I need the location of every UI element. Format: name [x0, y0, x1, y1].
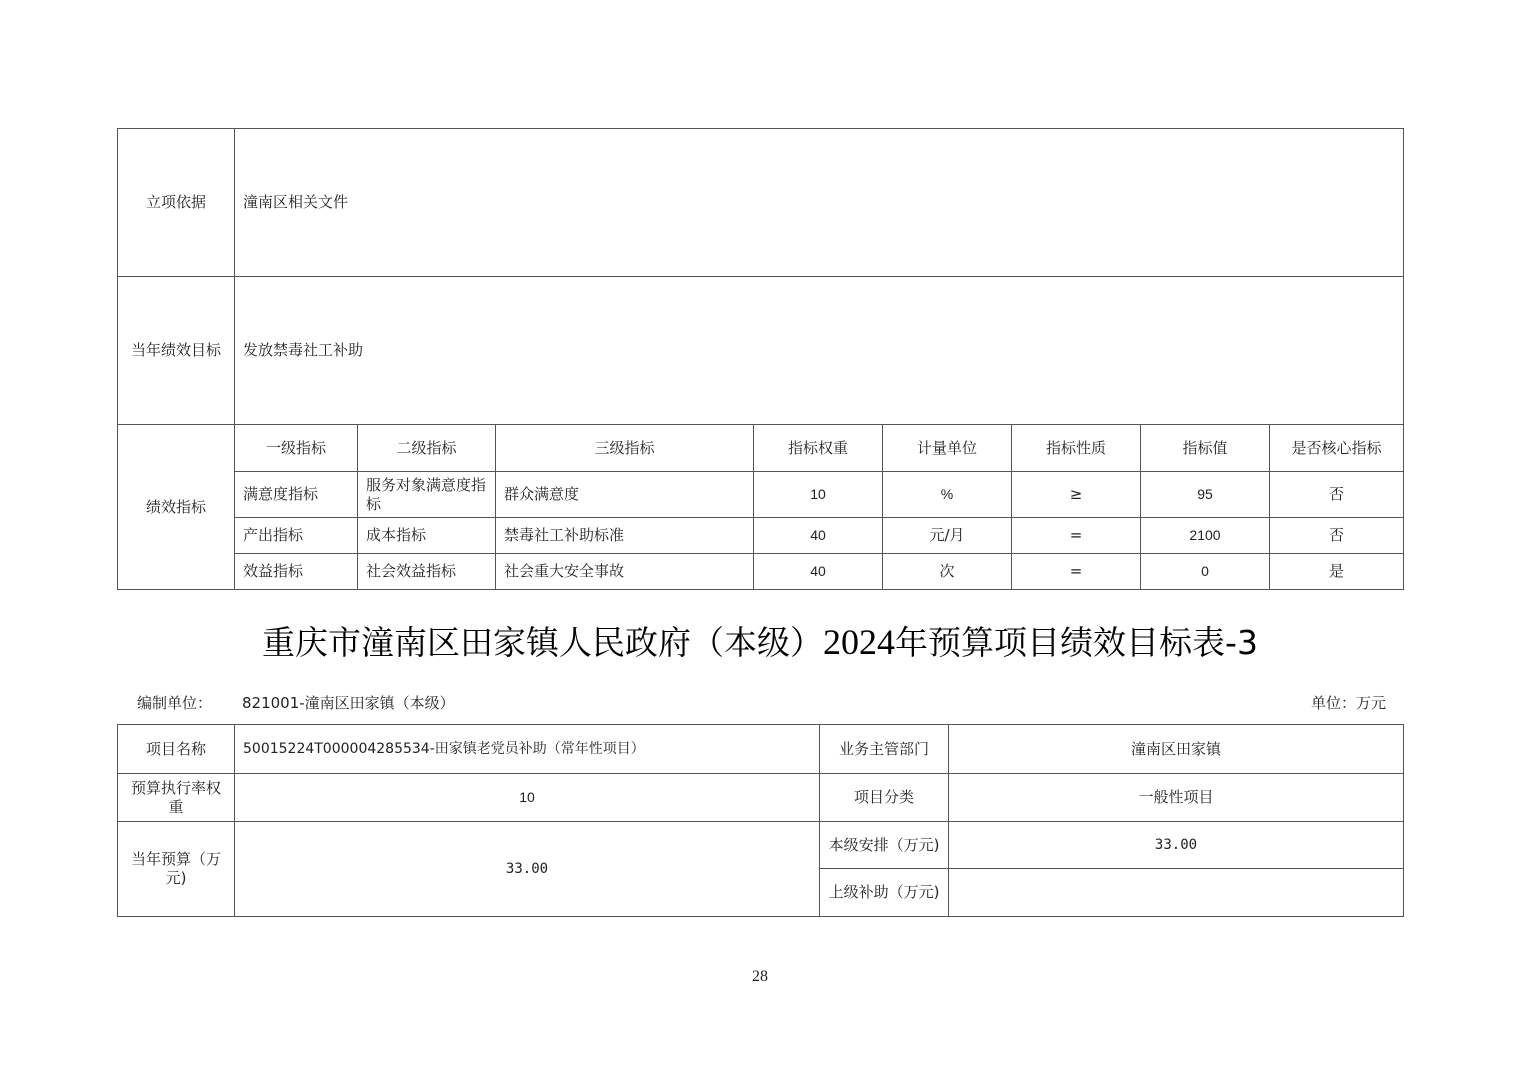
level3-cell: 禁毒社工补助标准: [496, 518, 754, 554]
indicator-row: [118, 554, 1404, 590]
level1-cell: 效益指标: [235, 554, 358, 590]
indicator-row: [118, 472, 1404, 518]
dept-value: 潼南区田家镇: [949, 725, 1404, 774]
nature-cell: ≥: [1012, 472, 1141, 518]
project-name-row: [118, 725, 1404, 774]
budget-row: [118, 822, 1404, 869]
unit-cell: 次: [883, 554, 1012, 590]
goal-row: [118, 277, 1404, 425]
compiling-unit-value: 821001-潼南区田家镇（本级）: [242, 694, 455, 712]
unit-cell: 元/月: [883, 518, 1012, 554]
title-suffix: 年预算项目绩效目标表-3: [895, 623, 1258, 662]
category-value: 一般性项目: [949, 774, 1404, 822]
level3-cell: 群众满意度: [496, 472, 754, 518]
exec-rate-label: 预算执行率权重: [118, 774, 235, 822]
title-year: 2024: [823, 622, 896, 662]
level2-cell: 成本指标: [358, 518, 496, 554]
local-label: 本级安排（万元): [820, 822, 949, 869]
header-cell: 计量单位: [883, 425, 1012, 472]
core-cell: 否: [1270, 518, 1404, 554]
upper-value: [949, 869, 1404, 917]
header-cell: 指标性质: [1012, 425, 1141, 472]
weight-cell: 10: [754, 472, 883, 518]
core-cell: 否: [1270, 472, 1404, 518]
project-info-table: [117, 724, 1404, 917]
goal-label: 当年绩效目标: [118, 277, 235, 425]
page-title: [0, 617, 1520, 664]
value-cell: 0: [1141, 554, 1270, 590]
page-number: 28: [752, 968, 768, 985]
basis-row: [118, 129, 1404, 277]
header-cell: 一级指标: [235, 425, 358, 472]
header-cell: 三级指标: [496, 425, 754, 472]
local-value: 33.00: [949, 822, 1404, 869]
level1-cell: 产出指标: [235, 518, 358, 554]
value-cell: 95: [1141, 472, 1270, 518]
dept-label: 业务主管部门: [820, 725, 949, 774]
budget-value: 33.00: [235, 822, 820, 917]
title-prefix: 重庆市潼南区田家镇人民政府（本级）: [262, 623, 824, 662]
upper-label: 上级补助（万元): [820, 869, 949, 917]
performance-indicator-table: [117, 128, 1404, 590]
indicator-header-row: [118, 425, 1404, 472]
level2-cell: 服务对象满意度指标: [358, 472, 496, 518]
category-label: 项目分类: [820, 774, 949, 822]
nature-cell: =: [1012, 518, 1141, 554]
weight-cell: 40: [754, 518, 883, 554]
level3-cell: 社会重大安全事故: [496, 554, 754, 590]
core-cell: 是: [1270, 554, 1404, 590]
currency-unit: 单位：万元: [1311, 694, 1387, 712]
compiling-unit-label: 编制单位：: [137, 694, 213, 712]
header-cell: 指标值: [1141, 425, 1270, 472]
exec-rate-row: [118, 774, 1404, 822]
header-cell: 二级指标: [358, 425, 496, 472]
project-name-value: 50015224T000004285534-田家镇老党员补助（常年性项目）: [235, 725, 820, 774]
exec-rate-value: 10: [235, 774, 820, 822]
level1-cell: 满意度指标: [235, 472, 358, 518]
basis-label: 立项依据: [118, 129, 235, 277]
nature-cell: =: [1012, 554, 1141, 590]
header-cell: 是否核心指标: [1270, 425, 1404, 472]
project-name-label: 项目名称: [118, 725, 235, 774]
unit-cell: %: [883, 472, 1012, 518]
indicators-label: 绩效指标: [118, 425, 235, 590]
weight-cell: 40: [754, 554, 883, 590]
level2-cell: 社会效益指标: [358, 554, 496, 590]
basis-value: 潼南区相关文件: [235, 129, 1404, 277]
indicator-row: [118, 518, 1404, 554]
budget-label: 当年预算（万元): [118, 822, 235, 917]
value-cell: 2100: [1141, 518, 1270, 554]
goal-value: 发放禁毒社工补助: [235, 277, 1404, 425]
header-cell: 指标权重: [754, 425, 883, 472]
